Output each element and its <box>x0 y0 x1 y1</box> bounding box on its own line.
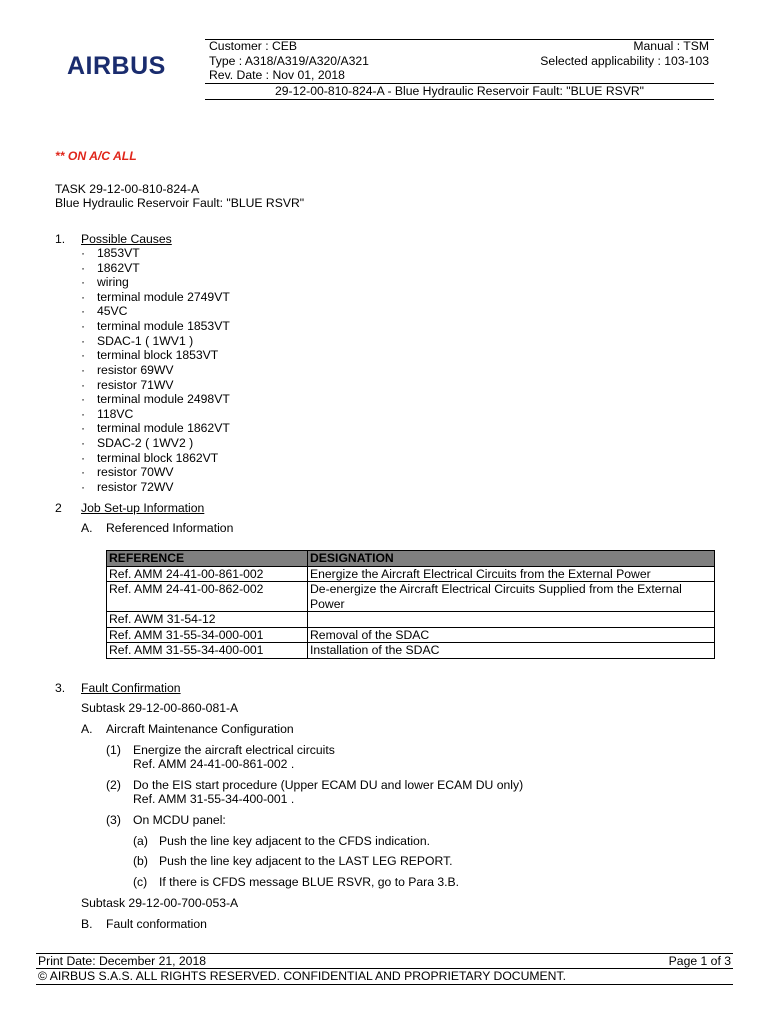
list-item: resistor 71WV <box>97 377 174 392</box>
list-item: 1862VT <box>97 260 140 275</box>
list-item: terminal block 1862VT <box>97 450 219 465</box>
list-item: resistor 70WV <box>97 465 174 480</box>
step-2-number: (2) <box>106 778 121 792</box>
step-3-number: (3) <box>106 813 121 827</box>
table-row <box>107 582 715 612</box>
effectivity-note: ** ON A/C ALL <box>55 149 137 163</box>
reference-column-header: REFERENCE <box>107 551 308 567</box>
reference-cell: Ref. AMM 24-41-00-862-002 <box>107 582 308 612</box>
list-item: 1853VT <box>97 246 140 260</box>
designation-cell: Energize the Aircraft Electrical Circuits from the External Power <box>308 566 715 582</box>
substep-c-text: If there is CFDS message BLUE RSVR, go to Para 3.B. <box>159 875 460 889</box>
designation-column-header: DESIGNATION <box>308 551 715 567</box>
list-item: 118VC <box>97 406 134 421</box>
list-item: SDAC-2 ( 1WV2 ) <box>97 436 194 451</box>
copyright-notice: © AIRBUS S.A.S. ALL RIGHTS RESERVED. CONFIDENTIAL AND PROPRIETARY DOCUMENT. <box>38 969 566 983</box>
bullet-dot: · <box>81 304 86 319</box>
bullet-dot: · <box>81 479 86 494</box>
section-2-title: Job Set-up Information <box>81 501 205 515</box>
reference-table <box>106 550 715 659</box>
list-item: terminal module 1862VT <box>97 421 230 436</box>
step-1-number: (1) <box>106 743 121 757</box>
type-label: Type : A318/A319/A320/A321 <box>209 54 369 68</box>
subtask-1: Subtask 29-12-00-860-081-A <box>81 701 239 715</box>
bullet-dot: · <box>81 260 86 275</box>
reference-table-header-row <box>107 551 715 567</box>
list-item: terminal module 2749VT <box>97 289 230 304</box>
designation-cell: De-energize the Aircraft Electrical Circuits Supplied from the External Power <box>308 582 715 612</box>
substep-a-text: Push the line key adjacent to the CFDS indication. <box>159 834 430 848</box>
section-2a-title: Referenced Information <box>106 521 234 535</box>
section-1-title: Possible Causes <box>81 232 172 246</box>
section-3b-title: Fault conformation <box>106 917 207 931</box>
bullet-dot: · <box>81 392 86 407</box>
substep-b-number: (b) <box>133 854 148 868</box>
bullet-dot: · <box>81 465 86 480</box>
task-number: TASK 29-12-00-810-824-A <box>55 182 200 196</box>
header-bottom-rule <box>205 99 714 100</box>
designation-cell: Installation of the SDAC <box>308 643 715 659</box>
step-3-text: On MCDU panel: <box>133 813 226 827</box>
table-row <box>107 643 715 659</box>
substep-a-number: (a) <box>133 834 148 848</box>
bullet-dot: · <box>81 275 86 290</box>
customer-label: Customer : CEB <box>209 39 298 53</box>
bullet-dot: · <box>81 348 86 363</box>
step-2-reference: Ref. AMM 31-55-34-400-001 . <box>133 792 295 806</box>
print-date: Print Date: December 21, 2018 <box>38 954 207 968</box>
section-3a-title: Aircraft Maintenance Configuration <box>106 722 294 736</box>
designation-cell: Removal of the SDAC <box>308 627 715 643</box>
section-3a-letter: A. <box>81 722 93 736</box>
page-number: Page 1 of 3 <box>668 954 731 968</box>
bullet-dot: · <box>81 246 86 260</box>
reference-cell: Ref. AMM 24-41-00-861-002 <box>107 566 308 582</box>
airbus-logo: AIRBUS <box>67 52 166 80</box>
section-2-number: 2 <box>55 501 62 515</box>
section-1-number: 1. <box>55 232 66 246</box>
bullet-dot: · <box>81 406 86 421</box>
step-1-reference: Ref. AMM 24-41-00-861-002 . <box>133 757 295 771</box>
bullet-dot: · <box>81 362 86 377</box>
list-item: wiring <box>97 275 129 290</box>
footer-bottom-rule <box>36 984 733 985</box>
table-row <box>107 566 715 582</box>
subtask-2: Subtask 29-12-00-700-053-A <box>81 896 239 910</box>
section-3b-letter: B. <box>81 917 93 931</box>
section-3-title: Fault Confirmation <box>81 681 181 695</box>
header-task-title: 29-12-00-810-824-A - Blue Hydraulic Reservoir Fault: "BLUE RSVR" <box>274 84 645 98</box>
bullet-dot: · <box>81 377 86 392</box>
list-item: terminal block 1853VT <box>97 348 219 363</box>
bullet-dot: · <box>81 333 86 348</box>
bullet-dot: · <box>81 289 86 304</box>
bullet-dot: · <box>81 319 86 334</box>
substep-b-text: Push the line key adjacent to the LAST LEG REPORT. <box>159 854 453 868</box>
list-item: terminal module 2498VT <box>97 392 230 407</box>
reference-cell: Ref. AWM 31-54-12 <box>107 612 308 628</box>
table-row <box>107 612 715 628</box>
bullet-dot: · <box>81 450 86 465</box>
applicability-label: Selected applicability : 103-103 <box>540 54 709 68</box>
list-item: terminal module 1853VT <box>97 319 230 334</box>
reference-cell: Ref. AMM 31-55-34-000-001 <box>107 627 308 643</box>
list-item: SDAC-1 ( 1WV1 ) <box>97 333 194 348</box>
designation-cell <box>308 612 715 628</box>
bullet-dot: · <box>81 436 86 451</box>
bullet-dot: · <box>81 421 86 436</box>
reference-cell: Ref. AMM 31-55-34-400-001 <box>107 643 308 659</box>
table-row <box>107 627 715 643</box>
step-1-text: Energize the aircraft electrical circuits <box>133 743 335 757</box>
manual-label: Manual : TSM <box>633 39 709 53</box>
section-2a-letter: A. <box>81 521 93 535</box>
section-3-number: 3. <box>55 681 66 695</box>
step-2-text: Do the EIS start procedure (Upper ECAM DU and lower ECAM DU only) <box>133 778 524 792</box>
list-item: 45VC <box>97 304 128 319</box>
rev-date-label: Rev. Date : Nov 01, 2018 <box>209 68 345 82</box>
list-item: resistor 69WV <box>97 362 174 377</box>
list-item: resistor 72WV <box>97 479 174 494</box>
task-title: Blue Hydraulic Reservoir Fault: "BLUE RSVR" <box>55 196 305 210</box>
substep-c-number: (c) <box>133 875 148 889</box>
